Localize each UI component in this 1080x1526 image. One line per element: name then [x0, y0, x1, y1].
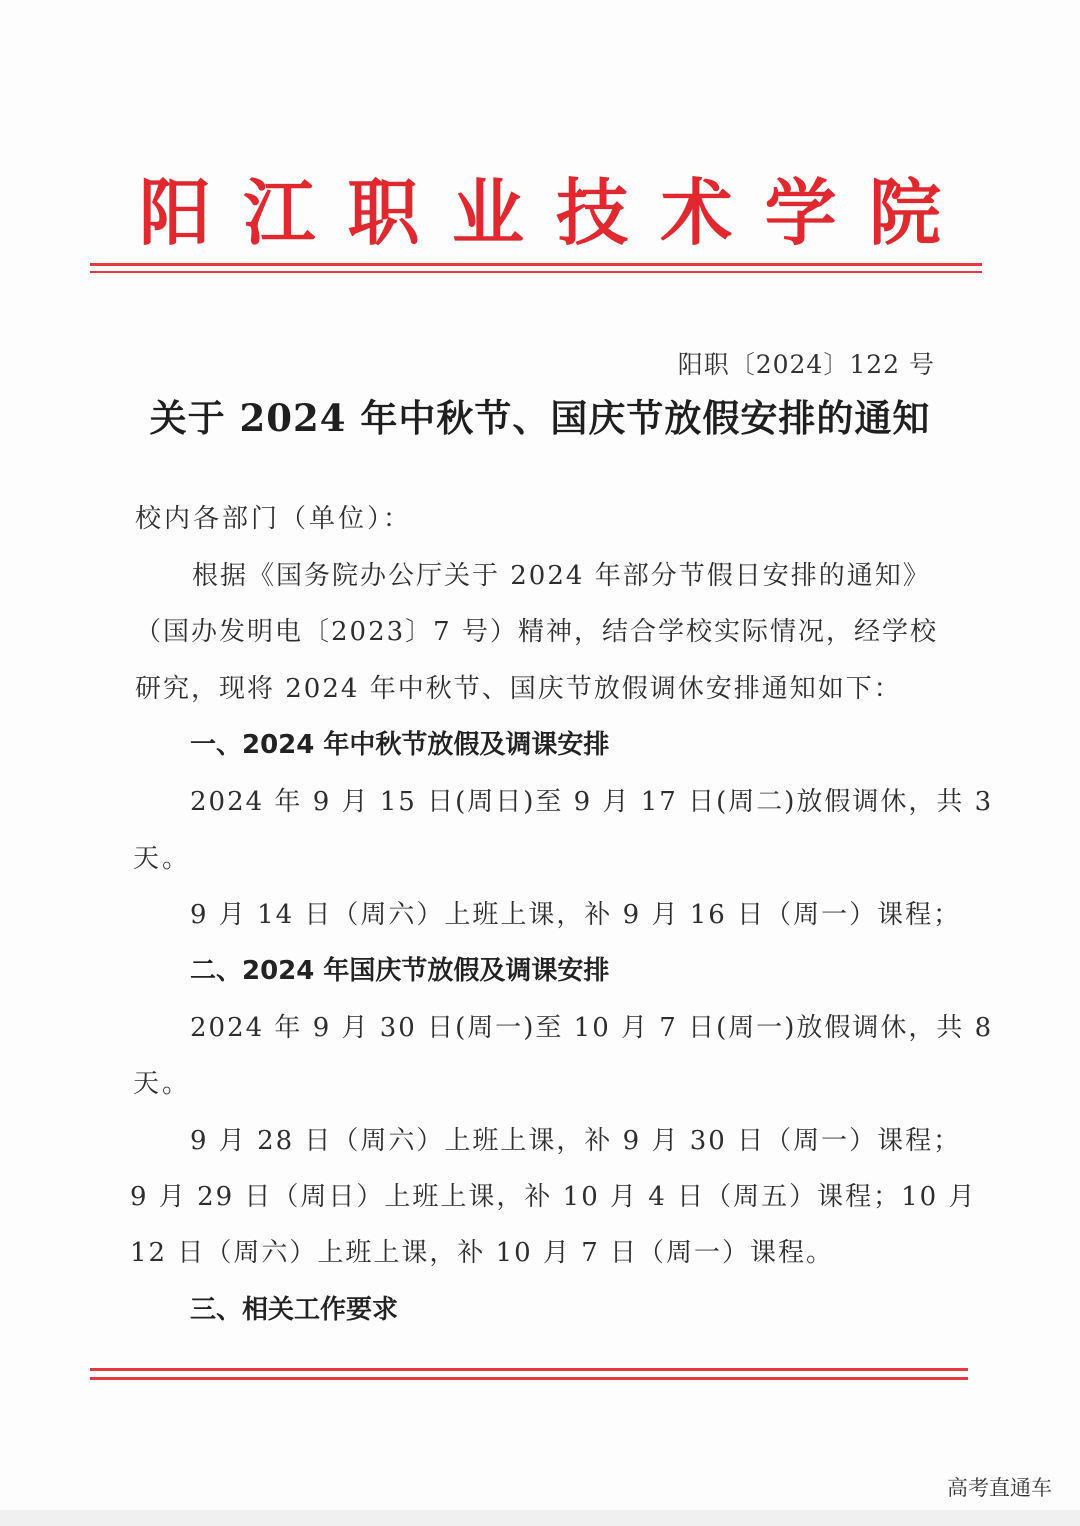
masthead-title	[130, 168, 950, 258]
paragraph-line: 2024 年 9 月 30 日(周一)至 10 月 7 日(周一)放假调休，共 8	[190, 1013, 994, 1043]
paragraph-line: 12 日（周六）上班上课，补 10 月 7 日（周一）课程。	[130, 1238, 835, 1268]
paragraph-line: 9 月 29 日（周日）上班上课，补 10 月 4 日（周五）课程；10 月	[130, 1182, 977, 1212]
masthead-char: 技	[556, 170, 629, 255]
section-heading: 一、2024 年中秋节放假及调课安排	[190, 730, 610, 760]
masthead-char: 业	[451, 170, 524, 255]
paragraph-line: 研究，现将 2024 年中秋节、国庆节放假调休安排通知如下：	[135, 674, 902, 704]
masthead-char: 术	[660, 170, 733, 255]
paragraph-line: （国办发明电〔2023〕7 号）精神，结合学校实际情况，经学校	[135, 617, 938, 647]
bottom-strip	[0, 1510, 1080, 1526]
masthead-divider-thick	[90, 263, 982, 266]
paragraph-line: 天。	[133, 1069, 192, 1099]
source-watermark: 高考直通车	[947, 1476, 1052, 1500]
masthead-divider-thin	[90, 271, 982, 273]
paragraph-line: 天。	[133, 844, 192, 874]
footer-divider-thin	[90, 1377, 968, 1380]
document-number: 阳职〔2024〕122 号	[677, 350, 935, 379]
document-title: 关于 2024 年中秋节、国庆节放假安排的通知	[149, 396, 931, 440]
section-heading: 三、相关工作要求	[190, 1295, 399, 1325]
salutation: 校内各部门（单位）：	[135, 504, 413, 534]
masthead-char: 学	[764, 170, 837, 255]
masthead-char: 院	[868, 170, 941, 255]
paragraph-line: 根据《国务院办公厅关于 2024 年部分节假日安排的通知》	[192, 561, 931, 591]
paragraph-line: 9 月 28 日（周六）上班上课，补 9 月 30 日（周一）课程；	[190, 1126, 962, 1156]
masthead-char: 江	[243, 170, 316, 255]
paragraph-line: 2024 年 9 月 15 日(周日)至 9 月 17 日(周二)放假调休，共 3	[190, 787, 994, 817]
section-heading: 二、2024 年国庆节放假及调课安排	[190, 956, 610, 986]
masthead-char: 职	[347, 170, 420, 255]
paragraph-line: 9 月 14 日（周六）上班上课，补 9 月 16 日（周一）课程；	[190, 900, 962, 930]
masthead-char: 阳	[138, 170, 211, 255]
footer-divider-thick	[90, 1368, 968, 1371]
